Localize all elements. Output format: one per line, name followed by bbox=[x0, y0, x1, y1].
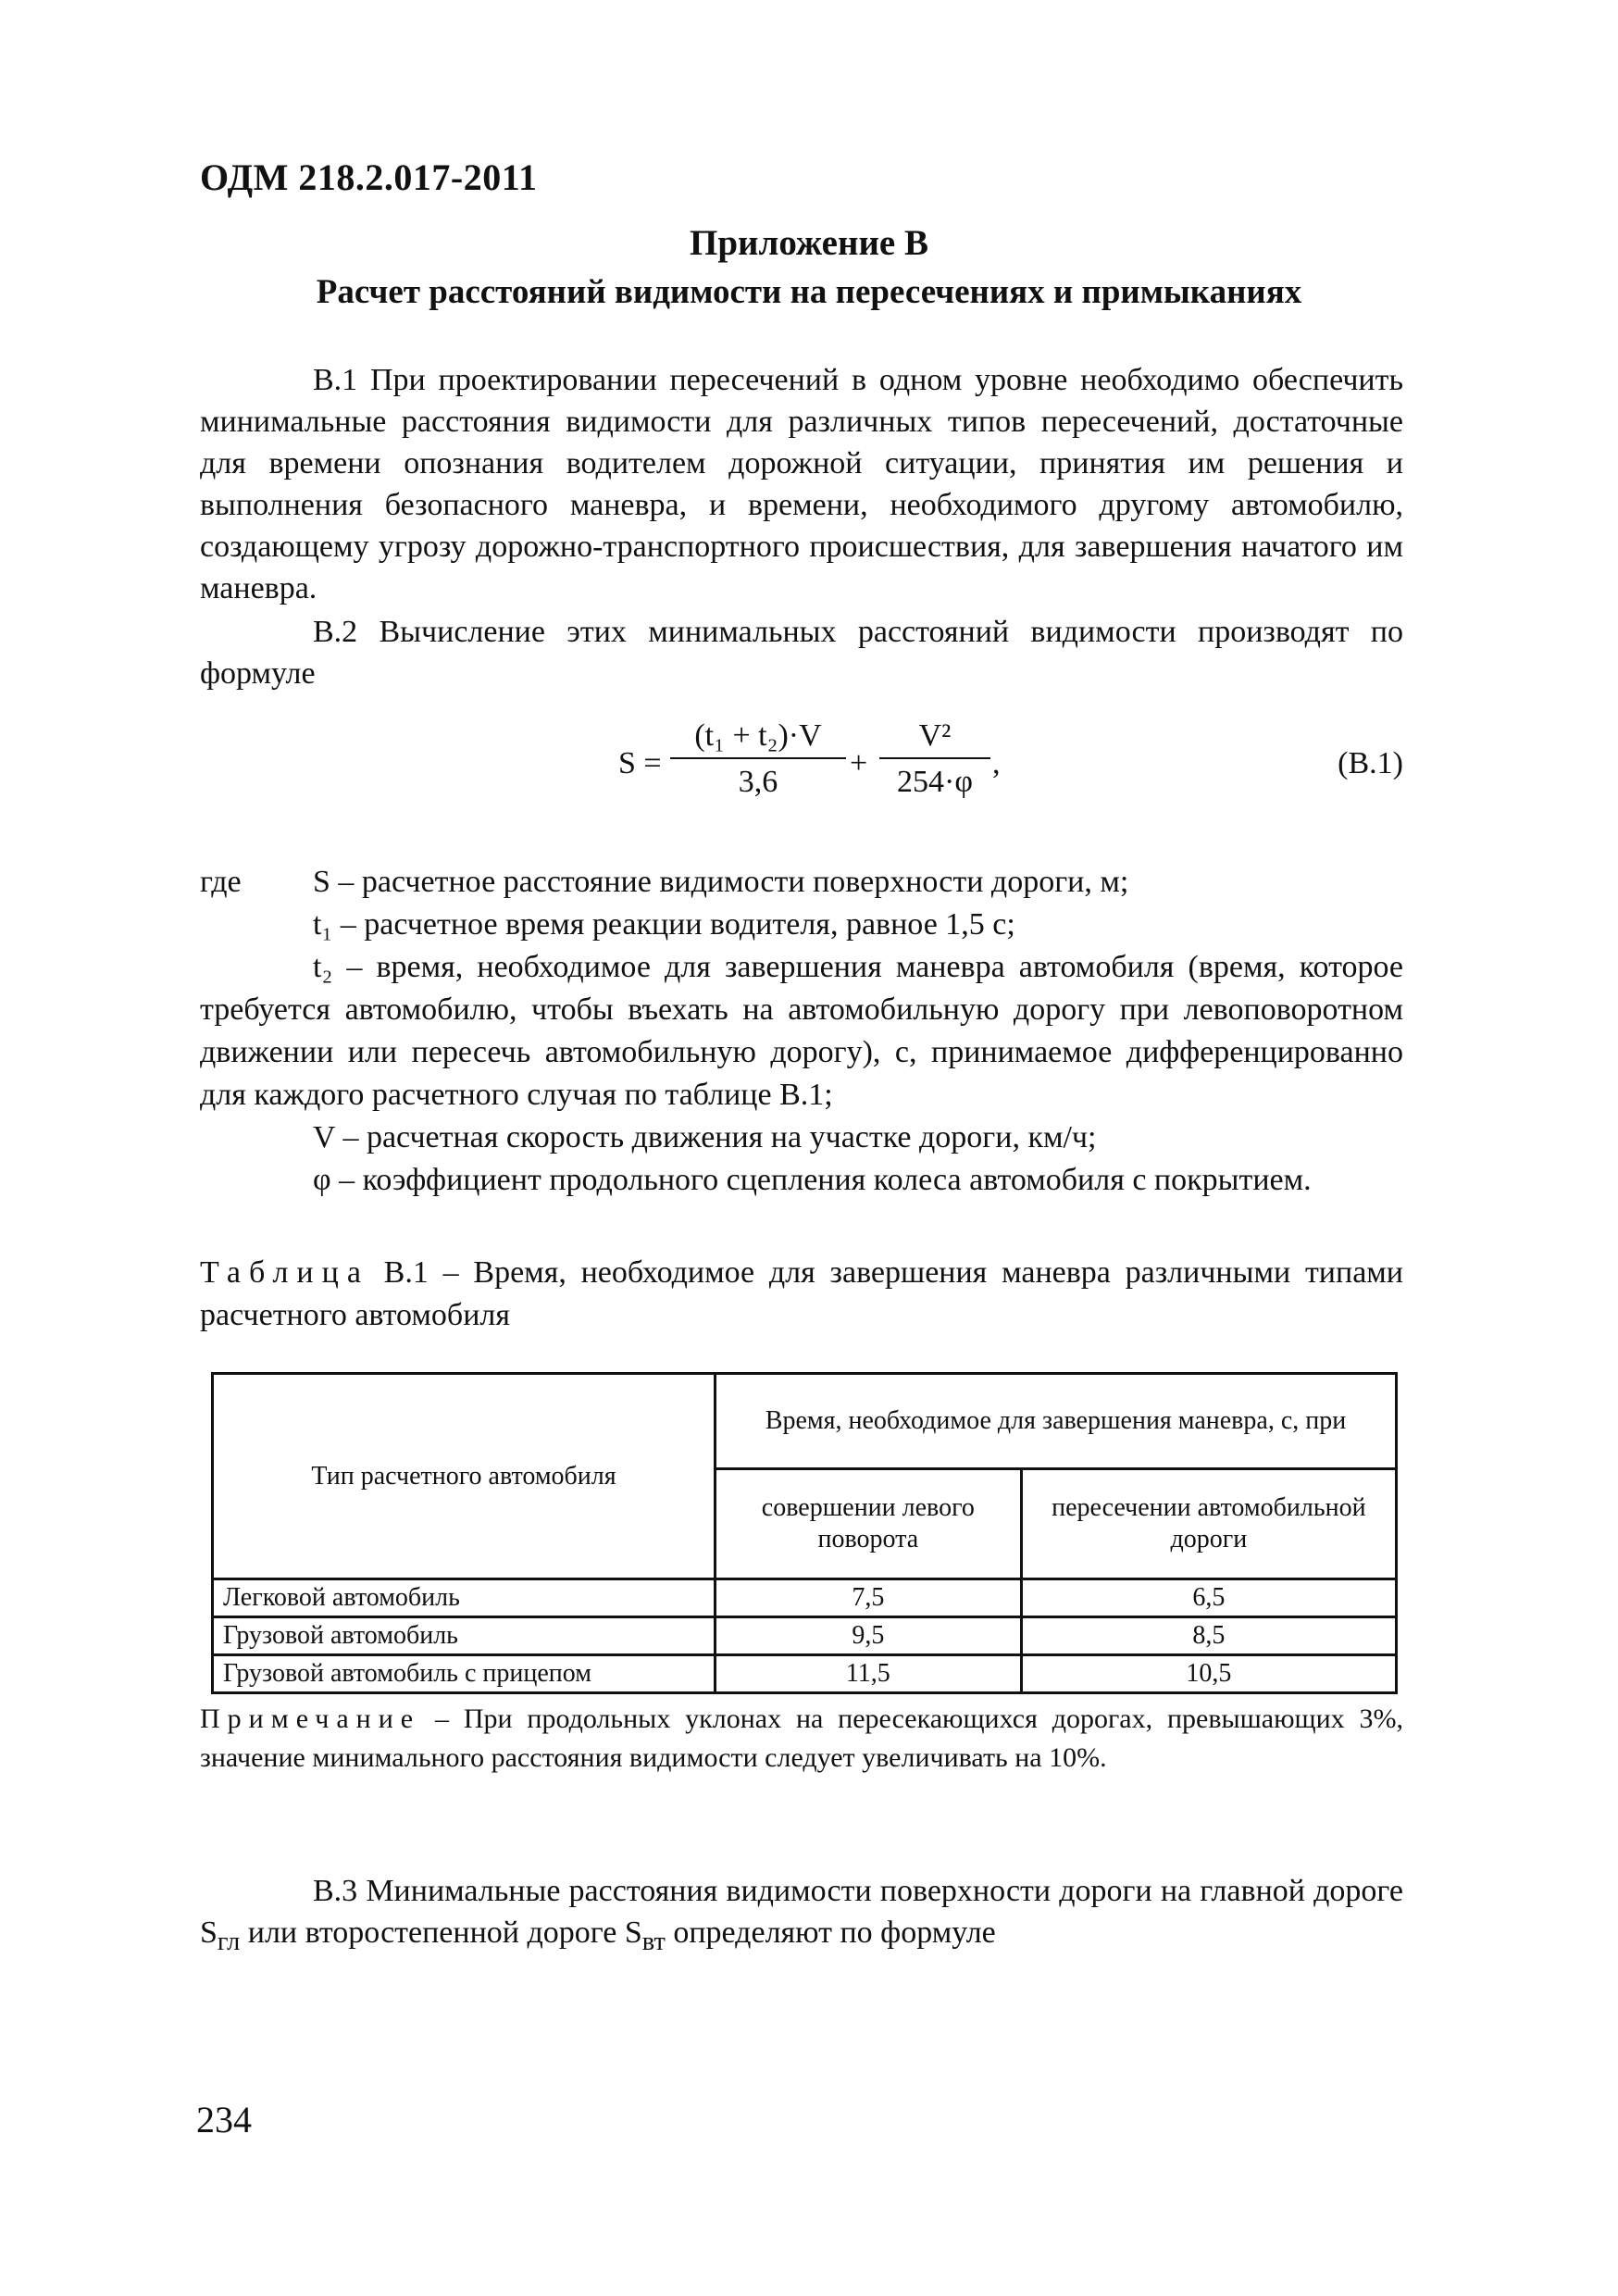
table-cell-crossing: 8,5 bbox=[1021, 1617, 1396, 1655]
formula-number: (В.1) bbox=[1338, 746, 1403, 780]
table-header-group: Время, необходимое для завершения маневра, с, при bbox=[716, 1374, 1397, 1469]
definition-s bbox=[200, 861, 1403, 904]
table-cell-crossing: 10,5 bbox=[1021, 1655, 1396, 1693]
note-text: – При продольных уклонах на пересекающихся дорогах, превышающих 3%, значение минимального расстояния видимости следует увеличивать на 10%. bbox=[200, 1703, 1403, 1773]
definition-v: V – расчетная скорость движения на участке дороги, км/ч; bbox=[313, 1120, 1097, 1154]
table-header-crossing: пересечении автомобильной дороги bbox=[1021, 1469, 1396, 1579]
table-cell-type: Грузовой автомобиль с прицепом bbox=[213, 1655, 716, 1693]
paragraph-b3 bbox=[200, 1870, 1403, 1963]
table-header-left-turn: совершении левого поворота bbox=[716, 1469, 1022, 1579]
document-code: ОДМ 218.2.017-2011 bbox=[200, 156, 538, 198]
note-label: Примечание bbox=[200, 1703, 421, 1734]
table-cell-type: Легковой автомобиль bbox=[213, 1579, 716, 1617]
paragraph-b2 bbox=[200, 611, 1403, 694]
table-note bbox=[200, 1700, 1403, 1778]
formula-fraction-1-numerator: (t₁ + t₂)·V bbox=[670, 718, 846, 759]
where-label: где bbox=[200, 865, 242, 899]
definition-s-text: S – расчетное расстояние видимости поверхности дороги, м; bbox=[313, 865, 1129, 899]
appendix-title: Приложение В bbox=[690, 223, 928, 263]
formula-fraction-1 bbox=[670, 718, 846, 800]
table-row bbox=[213, 1617, 1397, 1655]
appendix-subtitle: Расчет расстояний видимости на пересечениях и примыканиях bbox=[316, 273, 1302, 311]
paragraph-b3-text: В.3 Минимальные расстояния видимости поверхности дороги на главной дороге $S_{гл}$ или второстепенной дороге $S_{вт}$ определяют по формуле bbox=[200, 1874, 1403, 1956]
formula-fraction-2 bbox=[879, 718, 990, 800]
paragraph-b1 bbox=[200, 359, 1403, 609]
table-cell-left-turn: 11,5 bbox=[716, 1655, 1022, 1693]
definition-t2: t₂ – время, необходимое для завершения маневра автомобиля (время, которое требуется автомобилю, чтобы въехать на автомобильную дорогу при левоповоротном движении или пересечь автомобильную дорогу), с, принимаемое дифференцированно для каждого расчетного случая по таблице В.1; bbox=[200, 950, 1403, 1112]
definitions bbox=[200, 861, 1403, 1202]
formula-fraction-2-numerator: V² bbox=[879, 718, 990, 759]
table-cell-left-turn: 7,5 bbox=[716, 1579, 1022, 1617]
table-header-row bbox=[213, 1374, 1397, 1469]
page-number: 234 bbox=[196, 2099, 252, 2140]
maneuver-time-table bbox=[211, 1372, 1398, 1694]
table-row bbox=[213, 1655, 1397, 1693]
formula-comma: , bbox=[992, 746, 1001, 780]
table-caption-label: Таблица bbox=[200, 1255, 369, 1290]
table-cell-type: Грузовой автомобиль bbox=[213, 1617, 716, 1655]
formula-plus: + bbox=[850, 746, 868, 780]
definition-phi: φ – коэффициент продольного сцепления колеса автомобиля с покрытием. bbox=[313, 1163, 1312, 1197]
definition-t1: t₁ – расчетное время реакции водителя, равное 1,5 с; bbox=[313, 907, 1015, 942]
formula-b1 bbox=[618, 718, 1007, 820]
formula-fraction-1-denominator: 3,6 bbox=[738, 765, 778, 799]
table-cell-crossing: 6,5 bbox=[1021, 1579, 1396, 1617]
table-caption-text: В.1 – Время, необходимое для завершения маневра различными типами расчетного автомобиля bbox=[200, 1255, 1403, 1332]
table-caption bbox=[200, 1252, 1403, 1337]
paragraph-b1-text: В.1 При проектировании пересечений в одном уровне необходимо обеспечить минимальные расстояния видимости для различных типов пересечений, достаточные для времени опознания водителем дорожной ситуации, принятия им решения и выполнения безопасного маневра, и времени, необходимого другому автомобилю, создающему угрозу дорожно-транспортного происшествия, для завершения начатого им маневра. bbox=[200, 363, 1403, 605]
table-header-type: Тип расчетного автомобиля bbox=[213, 1374, 716, 1579]
formula-fraction-2-denominator: 254·φ bbox=[897, 765, 973, 799]
table-row bbox=[213, 1579, 1397, 1617]
table-cell-left-turn: 9,5 bbox=[716, 1617, 1022, 1655]
formula-lhs: S = bbox=[618, 746, 662, 780]
paragraph-b2-text: В.2 Вычисление этих минимальных расстояний видимости производят по формуле bbox=[200, 615, 1403, 691]
